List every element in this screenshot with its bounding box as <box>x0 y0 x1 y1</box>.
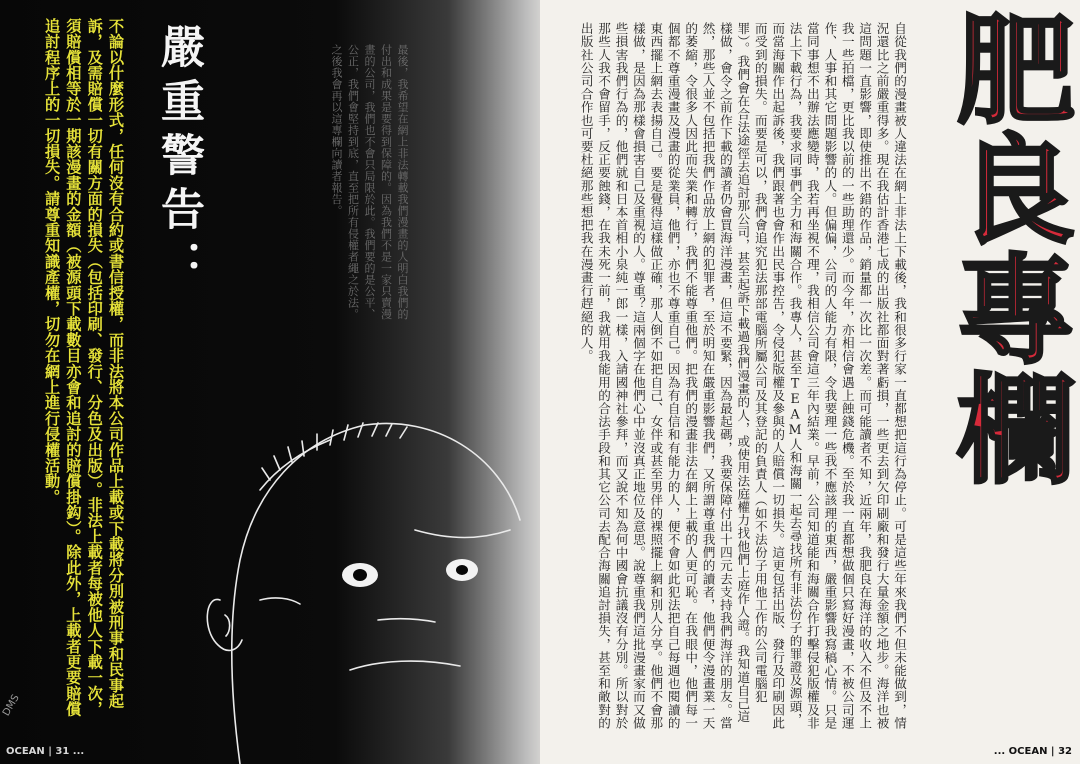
page-number-right: ... OCEAN | 32 <box>993 746 1072 757</box>
watermark-logo: DMS <box>0 692 22 719</box>
line-art-face-illustration <box>200 370 530 764</box>
column-article-body: 自從我們的漫畫被人違法在網上非法上下載後，我和很多行家一直都想把這行為停止。可是這些年來我們不但未能做到，情況還比之前嚴重得多。現在我估計香港七成的出版社都面對著虧損，一些更去到欠印刷廠和發行大量金額之地步。海洋也被這問題一直影響，即使推出不錯的作品，銷量都一次比一次差。而可能讀者不知，近兩年，我肥良在海洋的收入不但及不上我一些拍檔，更比我以前的一些助理還少。而今年，亦相信會遇上蝕錢危機。至於我一直都想做個只寫好漫畫，不被公司運作、人事和其它問題影響的人。但偏偏，公司的人能力有限，令我要理一些我不應該理的東西，嚴重影響我寫稿心情。只是當同事想不出辦法應變時，我若再坐視不理，我相信公司會這三年內結業。早前，公司知道能和海關合作打擊侵犯版權及非法上下載行為，我要求同事們全力和海關合作。我專人，甚至TEAM人和海關一起去尋找所有非法份子的罪證及源頭，而當海關作出起訴後，我們跟著也會作出民事控告，令侵犯版權及參與的人賠償一切損失。這更包括出版、發行及印刷因此而受到的損失。而要是可以，我們會追究犯法那部電腦所屬公司及其登記的負責人（如不法份子用他工作的公司電腦犯罪）。我們會在合法途徑去追討那公司，甚至起訴下載過我們漫畫的人，或使用法庭權力找他們上庭作人證。我知道自己這樣做，會令之前作下載的讀者仍會買海洋漫畫，但這不要緊，因為最起碼，我要保障付出十四元去支持我們海洋的朋友。當然，那些人並不包括把我們作品放上網的犯罪者，至於明知在嚴重影響我們，又所謂尊重我們的讀者，他們便令漫畫業一天的萎縮，令很多人因此而失業和轉行，我們不能尊重他們。把我們的漫畫非法在網上上載的人更可恥。在我眼中，他們每一個都不尊重漫畫及漫畫的從業員，他們，亦也不尊重自己。因為有自信和有能力的人，便不會如此犯法把自己每週也閱讀的東西擺上網去表揚自己。要是覺得這樣做正確，那人倒不如把自己、女伴或甚至男伴的裸照擺上網和別人分享。他們不會那樣做，是因為那樣會損害自己及重視的人。尊重？這兩個字在他們心中並沒真正地位及意思。說尊重我們這批漫畫家而又做些損害我們行為的，他們就和日本首相小泉純一郎一樣，入請國神社參拜，而又說不知為何中國會抗議沒有分別。所以對於那些人我不會留手，反正要蝕錢，在我未死一前，我就用我能用的合法手段和其它公司去配合海關追討損失，甚至和敵對的出版社公司合作也可要杜絕那些想把我在漫畫行趕絕的人。 <box>578 22 907 730</box>
copyright-warning-text: 不論以什麼形式，任何沒有合約或書信授權，而非法將本公司作品上載或下載將分別被刑事和民事起訴，及需賠償一切有關方面的損失（包括印刷、發行、分色及出版）。非法上載者每被他人下載一次，須賠償相等於一期該漫畫的金額（被源頭下載數目亦會和追討的賠償掛鈎）。除此外，上載者更要賠償追討程序上的一切損失。請尊重知識產權，切勿在網上進行侵權活動。 <box>43 18 125 717</box>
warning-title: 嚴重警告： <box>153 24 204 294</box>
page-number-left: OCEAN | 31 ... <box>6 746 85 757</box>
faint-closing-paragraph: 最後，我希望在網上非法轉載我們漫畫的人明白我們的付出和成果是要得到保障的。因為我們不是一家只賣漫畫的公司，我們也不會只局限於此。我們要的是公平、公正，我們會堅持到底，直至把所有侵權者繩之於法。之後我會再以這專欄向讀者報告。 <box>330 44 409 320</box>
column-title: 肥良專欄 <box>937 8 1075 488</box>
